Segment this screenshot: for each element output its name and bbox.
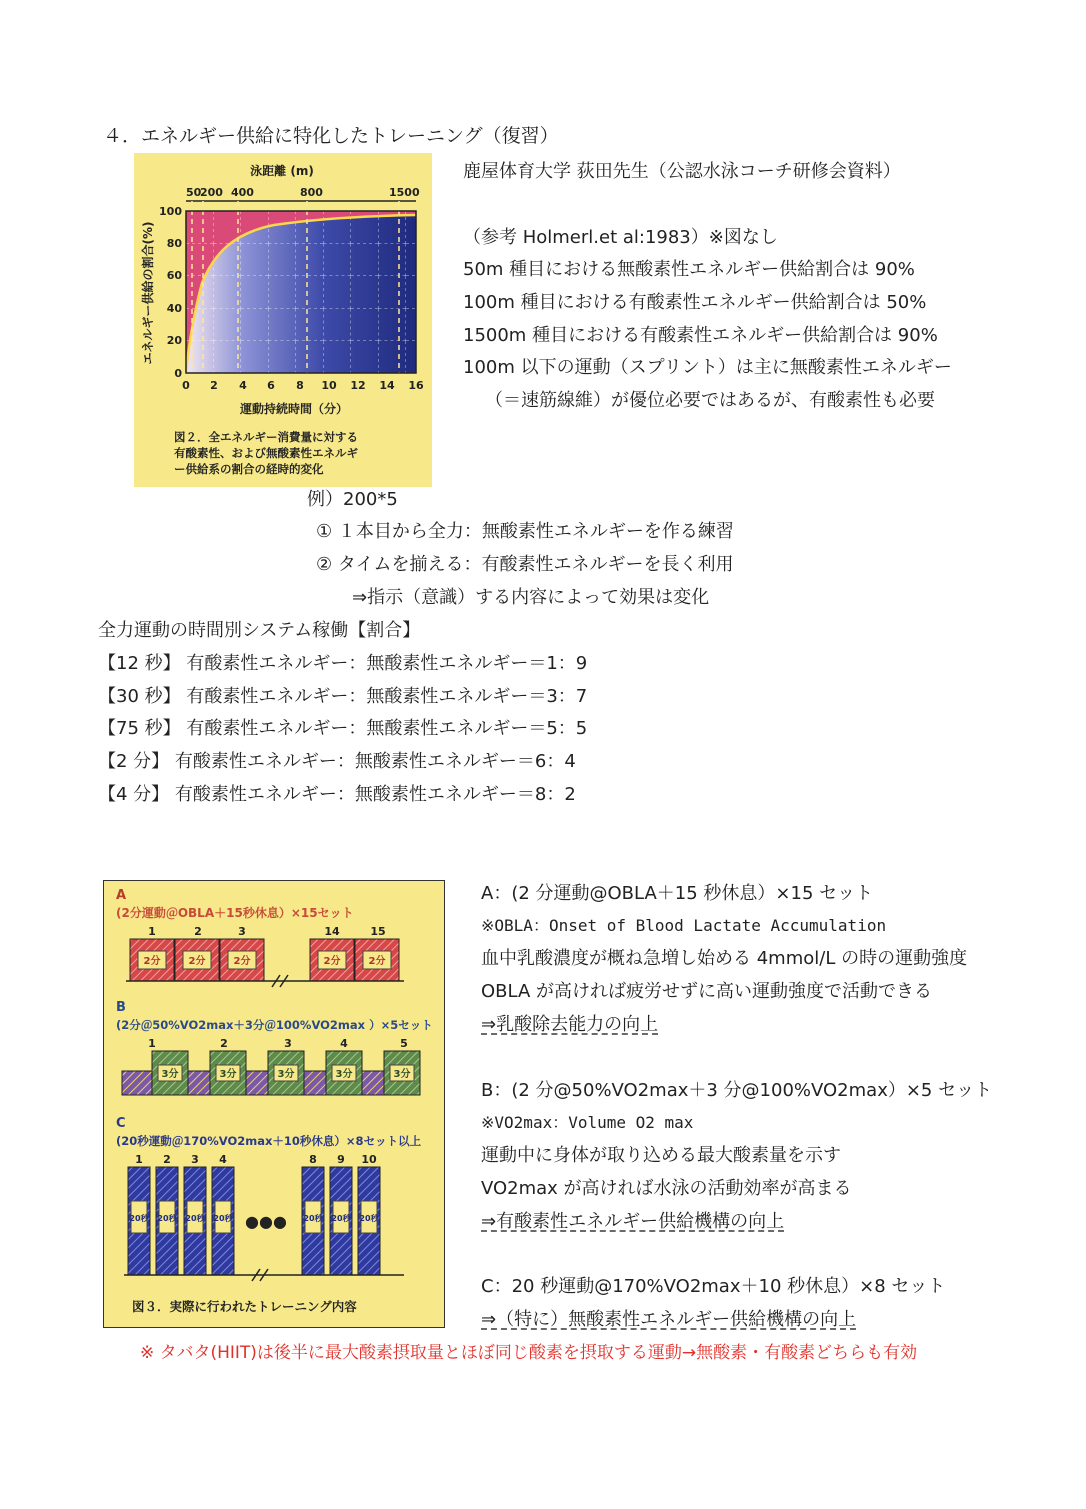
reference-line: （＝速筋線維）が優位必要ではあるが、有酸素性も必要	[485, 390, 935, 411]
b-line: B：(2 分@50%VO2max＋3 分@100%VO2max）×5 セット	[481, 1080, 993, 1101]
set-number: 3	[284, 1037, 292, 1050]
ratio-line: 【12 秒】 有酸素性エネルギー：無酸素性エネルギー＝1：9	[98, 653, 588, 674]
a-numbers	[148, 925, 385, 938]
reference-line: 100m 種目における有酸素性エネルギー供給割合は 50%	[463, 292, 927, 313]
set-number: 4	[219, 1153, 227, 1166]
set-number: 8	[309, 1153, 317, 1166]
figure-energy-supply	[134, 153, 432, 487]
ellipsis: ●●●	[245, 1212, 287, 1231]
x-tick: 12	[350, 379, 366, 392]
block-label: 3分	[277, 1069, 295, 1080]
block-label: 20秒	[213, 1214, 233, 1223]
top-tick: 800	[300, 186, 323, 199]
ratio-line: 【75 秒】 有酸素性エネルギー：無酸素性エネルギー＝5：5	[98, 718, 588, 739]
block-label: 2分	[233, 956, 251, 967]
reference-line: （参考 Holmerl.et al:1983）※図なし	[463, 227, 778, 248]
set-number: 4	[340, 1037, 348, 1050]
block-label: 20秒	[303, 1214, 323, 1223]
example-line: ② タイムを揃える：有酸素性エネルギーを長く利用	[316, 554, 734, 575]
caption-line: 有酸素性、および無酸素性エネルギ	[174, 446, 358, 460]
set-number: 5	[400, 1037, 408, 1050]
b-line: ※VO2max：Volume O2 max	[481, 1113, 694, 1132]
block-label: 3分	[161, 1069, 179, 1080]
b-title: (2分＠50%VO2max＋3分＠100%VO2max ）×5セット	[116, 1018, 433, 1032]
set-number: 1	[148, 1037, 156, 1050]
c-numbers	[135, 1153, 377, 1166]
top-tick: 400	[231, 186, 254, 199]
c-title: (20秒運動＠170%VO2max＋10秒休息）×8セット以上	[116, 1134, 422, 1148]
y-tick: 100	[159, 205, 182, 218]
training-diagram	[104, 881, 444, 1327]
ratio-line: 【30 秒】 有酸素性エネルギー：無酸素性エネルギー＝3：7	[98, 686, 588, 707]
set-number: 15	[370, 925, 386, 938]
source-line: 鹿屋体育大学 荻田先生（公認水泳コーチ研修会資料）	[463, 161, 901, 182]
set-number: 3	[238, 925, 246, 938]
b-label: B	[116, 1000, 126, 1015]
a-effect: ⇒乳酸除去能力の向上	[481, 1014, 659, 1035]
set-number: 1	[135, 1153, 143, 1166]
block-label: 20秒	[129, 1214, 149, 1223]
block-label: 3分	[393, 1069, 411, 1080]
a-blocks	[130, 939, 399, 981]
b-effect: ⇒有酸素性エネルギー供給機構の向上	[481, 1211, 785, 1232]
y-axis-ticks	[159, 205, 182, 380]
ratio-heading: 全力運動の時間別システム稼働【割合】	[98, 620, 421, 641]
y-tick: 0	[174, 367, 182, 380]
block-label: 3分	[219, 1069, 237, 1080]
x-tick: 8	[296, 379, 304, 392]
a-title: (2分運動＠OBLA＋15秒休息）×15セット	[116, 906, 354, 920]
ratio-line: 【2 分】 有酸素性エネルギー：無酸素性エネルギー＝6：4	[98, 751, 576, 772]
block-label: 2分	[368, 956, 386, 967]
block-label: 2分	[188, 956, 206, 967]
a-line: 血中乳酸濃度が概ね急増し始める 4mmol/L の時の運動強度	[481, 948, 968, 969]
y-tick: 40	[166, 302, 182, 315]
set-number: 1	[148, 925, 156, 938]
set-number: 2	[194, 925, 202, 938]
example-line: ⇒指示（意識）する内容によって効果は変化	[352, 587, 710, 608]
set-number: 10	[361, 1153, 377, 1166]
b-line: VO2max が高ければ水泳の活動効率が高まる	[481, 1178, 852, 1199]
x-axis-ticks	[182, 379, 424, 392]
set-number: 14	[324, 925, 340, 938]
caption-line: 図２．全エネルギー消費量に対する	[174, 430, 358, 444]
ratio-line: 【4 分】 有酸素性エネルギー：無酸素性エネルギー＝8：2	[98, 784, 576, 805]
x-tick: 4	[239, 379, 247, 392]
set-number: 3	[191, 1153, 199, 1166]
block-label: 20秒	[157, 1214, 177, 1223]
a-label: A	[116, 888, 127, 903]
y-tick: 80	[166, 237, 182, 250]
x-tick: 14	[379, 379, 395, 392]
x-axis-title: 運動持続時間（分）	[239, 402, 349, 416]
y-tick: 60	[166, 269, 182, 282]
reference-line: 50m 種目における無酸素性エネルギー供給割合は 90%	[463, 259, 915, 280]
block-label: 2分	[143, 956, 161, 967]
example-heading: 例）200*5	[307, 489, 398, 510]
b-numbers	[148, 1037, 408, 1050]
top-tick: 200	[200, 186, 223, 199]
block-label: 20秒	[331, 1214, 351, 1223]
section-title: ４．エネルギー供給に特化したトレーニング（復習）	[103, 125, 559, 147]
top-tick: 1500	[389, 186, 420, 199]
caption-line: ー供給系の割合の経時的変化	[174, 462, 324, 476]
block-label: 20秒	[359, 1214, 379, 1223]
block-label: 2分	[323, 956, 341, 967]
top-axis-ticks	[186, 186, 420, 199]
reference-line: 1500m 種目における有酸素性エネルギー供給割合は 90%	[463, 325, 938, 346]
top-tick: 50	[186, 186, 202, 199]
top-axis-title: 泳距離 (m)	[250, 164, 314, 178]
y-axis-title: エネルギー供給の割合(%)	[141, 221, 155, 365]
x-tick: 16	[408, 379, 424, 392]
block-label: 3分	[335, 1069, 353, 1080]
example-line: ① １本目から全力：無酸素性エネルギーを作る練習	[316, 521, 734, 542]
tabata-note: ※ タバタ(HIIT)は後半に最大酸素摂取量とほぼ同じ酸素を摂取する運動→無酸素・有酸素どちらも有効	[140, 1343, 918, 1363]
x-tick: 2	[210, 379, 218, 392]
set-number: 2	[163, 1153, 171, 1166]
b-line: 運動中に身体が取り込める最大酸素量を示す	[481, 1145, 841, 1166]
a-line: A：(2 分運動@OBLA＋15 秒休息）×15 セット	[481, 883, 874, 904]
reference-line: 100m 以下の運動（スプリント）は主に無酸素性エネルギー	[463, 357, 952, 378]
x-tick: 0	[182, 379, 190, 392]
energy-supply-chart	[134, 153, 432, 487]
c-effect: ⇒（特に）無酸素性エネルギー供給機構の向上	[481, 1309, 857, 1330]
figure-caption	[174, 430, 358, 476]
a-line: OBLA が高ければ疲労せずに高い運動強度で活動できる	[481, 981, 932, 1002]
y-tick: 20	[166, 334, 182, 347]
a-line: ※OBLA：Onset of Blood Lactate Accumulation	[481, 916, 887, 935]
figure-training-content	[103, 880, 445, 1328]
block-label: 20秒	[185, 1214, 205, 1223]
set-number: 9	[337, 1153, 345, 1166]
c-label: C	[116, 1116, 126, 1131]
set-number: 2	[220, 1037, 228, 1050]
x-tick: 6	[267, 379, 275, 392]
figure-caption: 図３．実際に行われたトレーニング内容	[132, 1299, 357, 1314]
x-tick: 10	[321, 379, 337, 392]
c-line: C：20 秒運動@170%VO2max＋10 秒休息）×8 セット	[481, 1276, 946, 1297]
